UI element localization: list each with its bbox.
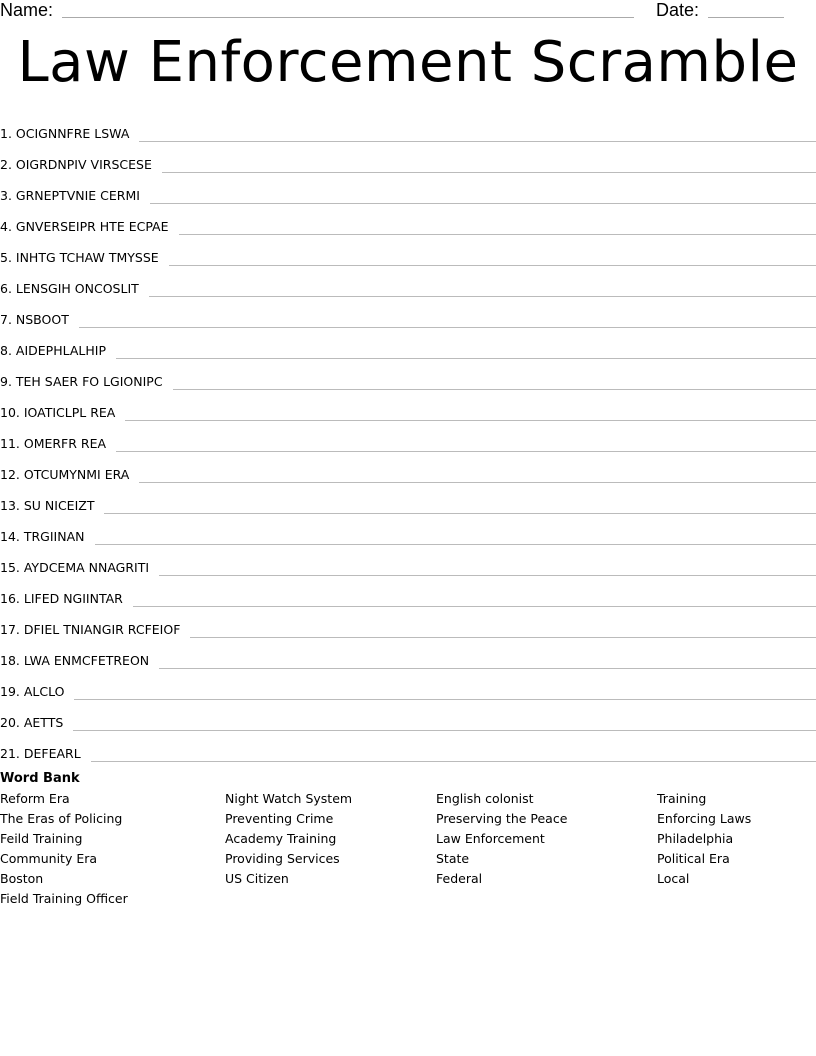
question-row [0,577,816,608]
scrambled-word: 11. OMERFR REA [0,436,107,451]
scrambled-word: 9. TEH SAER FO LGIONIPC [0,374,163,389]
answer-line[interactable] [179,234,816,235]
answer-line[interactable] [139,141,816,142]
question-row [0,639,816,670]
scrambled-word: 2. OIGRDNPIV VIRSCESE [0,157,152,172]
word-bank-column [225,789,352,889]
scrambled-word: 5. INHTG TCHAW TMYSSE [0,250,159,265]
question-row [0,360,816,391]
word-bank-item: Academy Training [225,831,337,846]
scrambled-word: 7. NSBOOT [0,312,69,327]
answer-line[interactable] [125,420,816,421]
question-row [0,391,816,422]
question-row [0,112,816,143]
question-row [0,205,816,236]
page-title: Law Enforcement Scramble [17,30,799,95]
word-bank-item: Preventing Crime [225,811,334,826]
question-row [0,453,816,484]
scrambled-word: 18. LWA ENMCFETREON [0,653,150,668]
question-row [0,422,816,453]
word-bank-column [657,789,751,889]
scrambled-word: 6. LENSGIH ONCOSLIT [0,281,139,296]
question-row [0,329,816,360]
word-bank-item: Night Watch System [225,791,353,806]
word-bank-item: Providing Services [225,851,340,866]
answer-line[interactable] [73,730,816,731]
header [0,0,816,22]
word-bank-item: Law Enforcement [436,831,545,846]
word-bank-item: Political Era [657,851,730,866]
question-row [0,143,816,174]
question-row [0,267,816,298]
question-list [0,112,816,763]
answer-line[interactable] [169,265,816,266]
scrambled-word: 4. GNVERSEIPR HTE ECPAE [0,219,169,234]
word-bank-item: Feild Training [0,831,83,846]
word-bank-item: Philadelphia [657,831,734,846]
scrambled-word: 19. ALCLO [0,684,65,699]
answer-line[interactable] [104,513,816,514]
answer-line[interactable] [116,358,816,359]
answer-line[interactable] [190,637,816,638]
scrambled-word: 10. IOATICLPL REA [0,405,116,420]
scrambled-word: 8. AIDEPHLALHIP [0,343,106,358]
date-label: Date: [656,0,700,20]
scrambled-word: 17. DFIEL TNIANGIR RCFEIOF [0,622,181,637]
word-bank-item: English colonist [436,791,534,806]
question-row [0,732,816,763]
answer-line[interactable] [162,172,816,173]
word-bank-item: Training [657,791,707,806]
answer-line[interactable] [91,761,816,762]
scrambled-word: 16. LIFED NGIINTAR [0,591,123,606]
answer-line[interactable] [173,389,816,390]
answer-line[interactable] [149,296,816,297]
answer-line[interactable] [116,451,816,452]
question-row [0,701,816,732]
word-bank-item: Enforcing Laws [657,811,752,826]
word-bank-item: The Eras of Policing [0,811,123,826]
word-bank-item: US Citizen [225,871,289,886]
question-row [0,670,816,701]
question-row [0,174,816,205]
answer-line[interactable] [79,327,816,328]
scrambled-word: 12. OTCUMYNMI ERA [0,467,130,482]
question-row [0,298,816,329]
question-row [0,608,816,639]
answer-line[interactable] [95,544,816,545]
answer-line[interactable] [133,606,816,607]
question-row [0,546,816,577]
answer-line[interactable] [159,575,816,576]
word-bank-item: Preserving the Peace [436,811,568,826]
scrambled-word: 1. OCIGNNFRE LSWA [0,126,130,141]
word-bank-column [0,789,128,909]
question-row [0,484,816,515]
scrambled-word: 13. SU NICEIZT [0,498,95,513]
word-bank-item: Community Era [0,851,98,866]
answer-line[interactable] [139,482,816,483]
word-bank-item: Boston [0,871,44,886]
question-row [0,515,816,546]
scrambled-word: 14. TRGIINAN [0,529,85,544]
answer-line[interactable] [150,203,816,204]
date-field[interactable] [708,17,784,18]
name-field[interactable] [62,17,634,18]
answer-line[interactable] [159,668,816,669]
scrambled-word: 3. GRNEPTVNIE CERMI [0,188,140,203]
scrambled-word: 20. AETTS [0,715,64,730]
scrambled-word: 21. DEFEARL [0,746,81,761]
question-row [0,236,816,267]
word-bank-item: State [436,851,470,866]
word-bank-title: Word Bank [0,771,80,786]
answer-line[interactable] [74,699,816,700]
name-label: Name: [0,0,54,20]
word-bank-column [436,789,567,889]
word-bank-item: Local [657,871,690,886]
scrambled-word: 15. AYDCEMA NNAGRITI [0,560,150,575]
word-bank-item: Reform Era [0,791,70,806]
word-bank [0,770,816,906]
word-bank-item: Federal [436,871,483,886]
word-bank-item: Field Training Officer [0,891,128,906]
